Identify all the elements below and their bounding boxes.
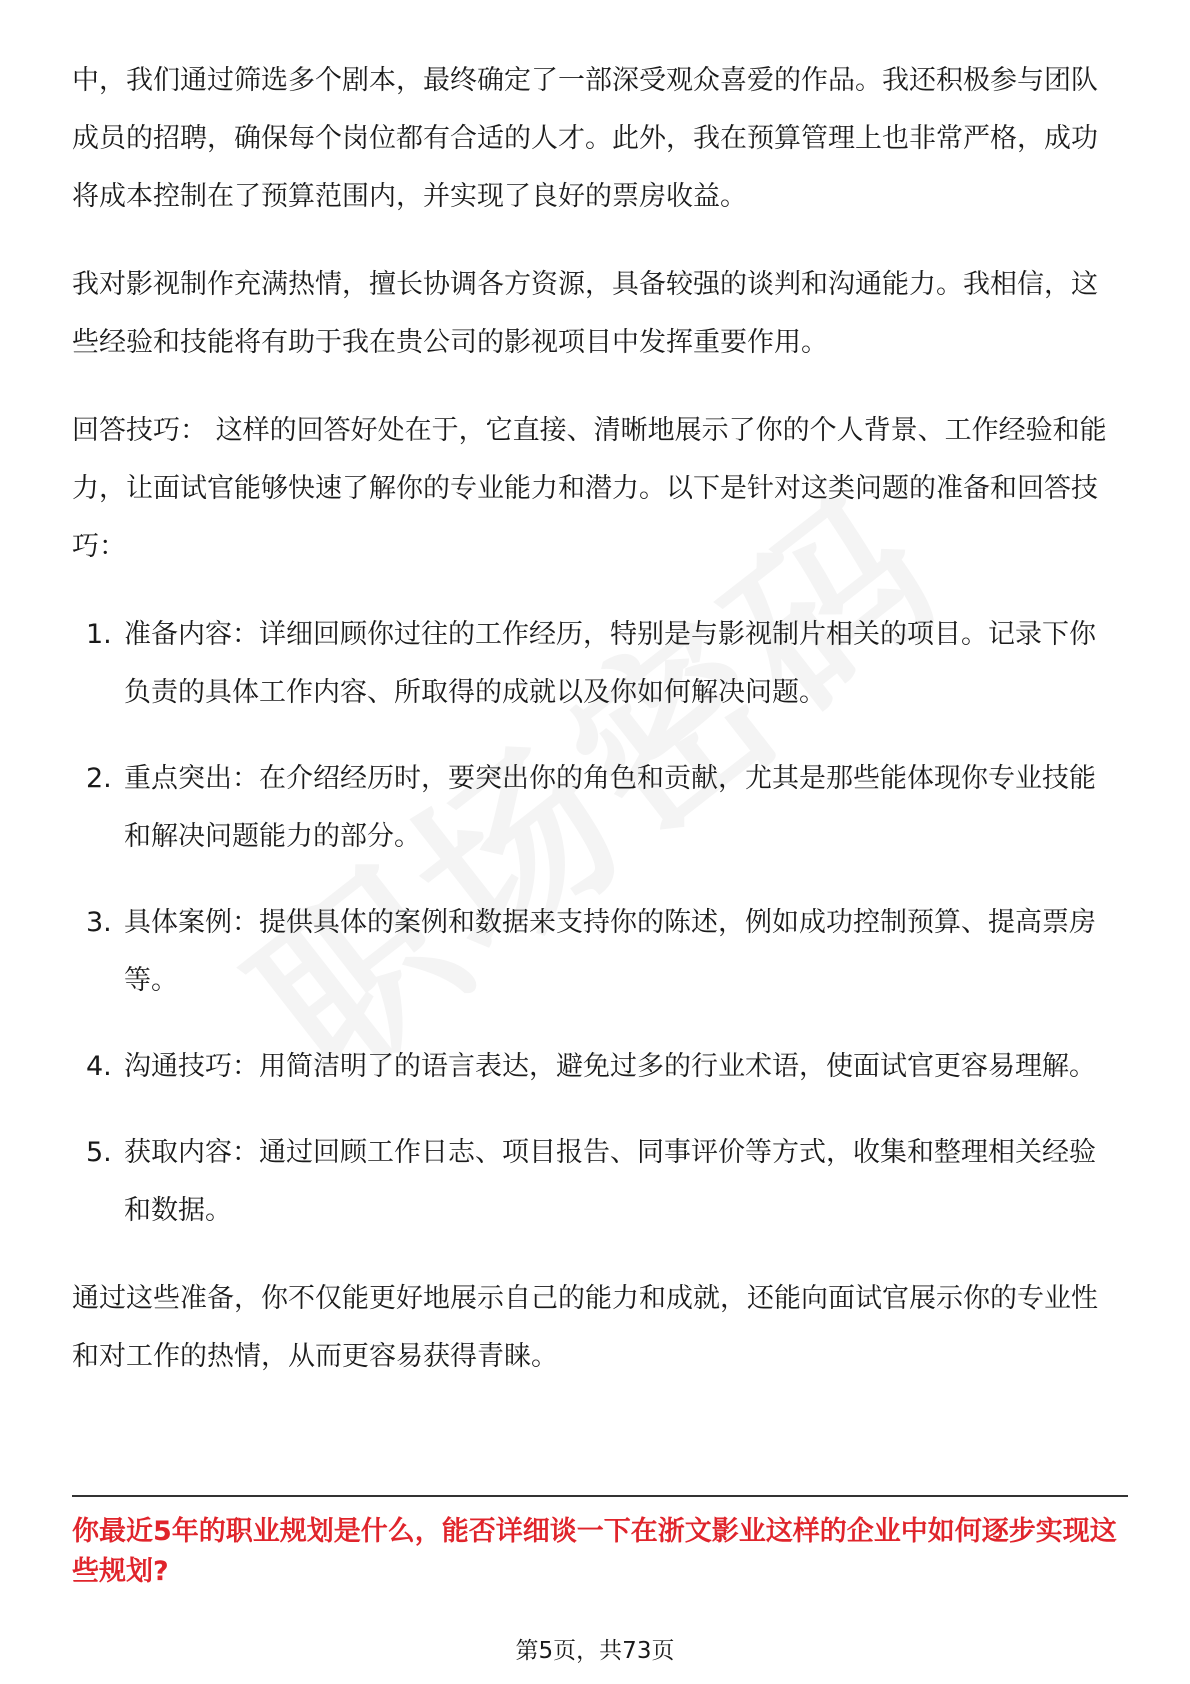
page-number: 第5页，共73页: [515, 1638, 675, 1664]
answer-paragraph-passion: 我对影视制作充满热情，擅长协调各方资源，具备较强的谈判和沟通能力。我相信，这些经验和技能将有助于我在贵公司的影视项目中发挥重要作用。: [72, 269, 1098, 358]
answer-tips-intro: 回答技巧： 这样的回答好处在于，它直接、清晰地展示了你的个人背景、工作经验和能力，让面试官能够快速了解你的专业能力和潜力。以下是针对这类问题的准备和回答技巧：: [72, 415, 1107, 562]
page-content: [72, 52, 1118, 1416]
closing-paragraph: 通过这些准备，你不仅能更好地展示自己的能力和成就，还能向面试官展示你的专业性和对工作的热情，从而更容易获得青睐。: [72, 1283, 1098, 1372]
list-item-number: 3.: [86, 907, 112, 938]
section-divider: [72, 1495, 1128, 1497]
list-item: [72, 1124, 1118, 1240]
list-item: [72, 606, 1118, 722]
list-item-text: 具体案例：提供具体的案例和数据来支持你的陈述，例如成功控制预算、提高票房等。: [124, 907, 1096, 996]
list-item: [72, 750, 1118, 866]
list-item-text: 沟通技巧：用简洁明了的语言表达，避免过多的行业术语，使面试官更容易理解。: [124, 1051, 1096, 1082]
list-item: [72, 894, 1118, 1010]
list-item-number: 4.: [86, 1051, 112, 1082]
list-item: [72, 1038, 1118, 1096]
list-item-number: 5.: [86, 1137, 112, 1168]
tips-list: [72, 606, 1118, 1240]
answer-paragraph-continued: 中，我们通过筛选多个剧本，最终确定了一部深受观众喜爱的作品。我还积极参与团队成员的招聘，确保每个岗位都有合适的人才。此外，我在预算管理上也非常严格，成功将成本控制在了预算范围内，并实现了良好的票房收益。: [72, 65, 1098, 212]
list-item-text: 准备内容：详细回顾你过往的工作经历，特别是与影视制片相关的项目。记录下你负责的具体工作内容、所取得的成就以及你如何解决问题。: [124, 619, 1096, 708]
list-item-number: 2.: [86, 763, 112, 794]
next-question-heading: 你最近5年的职业规划是什么，能否详细谈一下在浙文影业这样的企业中如何逐步实现这些规划?: [72, 1516, 1117, 1587]
list-item-text: 重点突出：在介绍经历时，要突出你的角色和贡献，尤其是那些能体现你专业技能和解决问题能力的部分。: [124, 763, 1096, 852]
list-item-text: 获取内容：通过回顾工作日志、项目报告、同事评价等方式，收集和整理相关经验和数据。: [124, 1137, 1096, 1226]
list-item-number: 1.: [86, 619, 112, 650]
